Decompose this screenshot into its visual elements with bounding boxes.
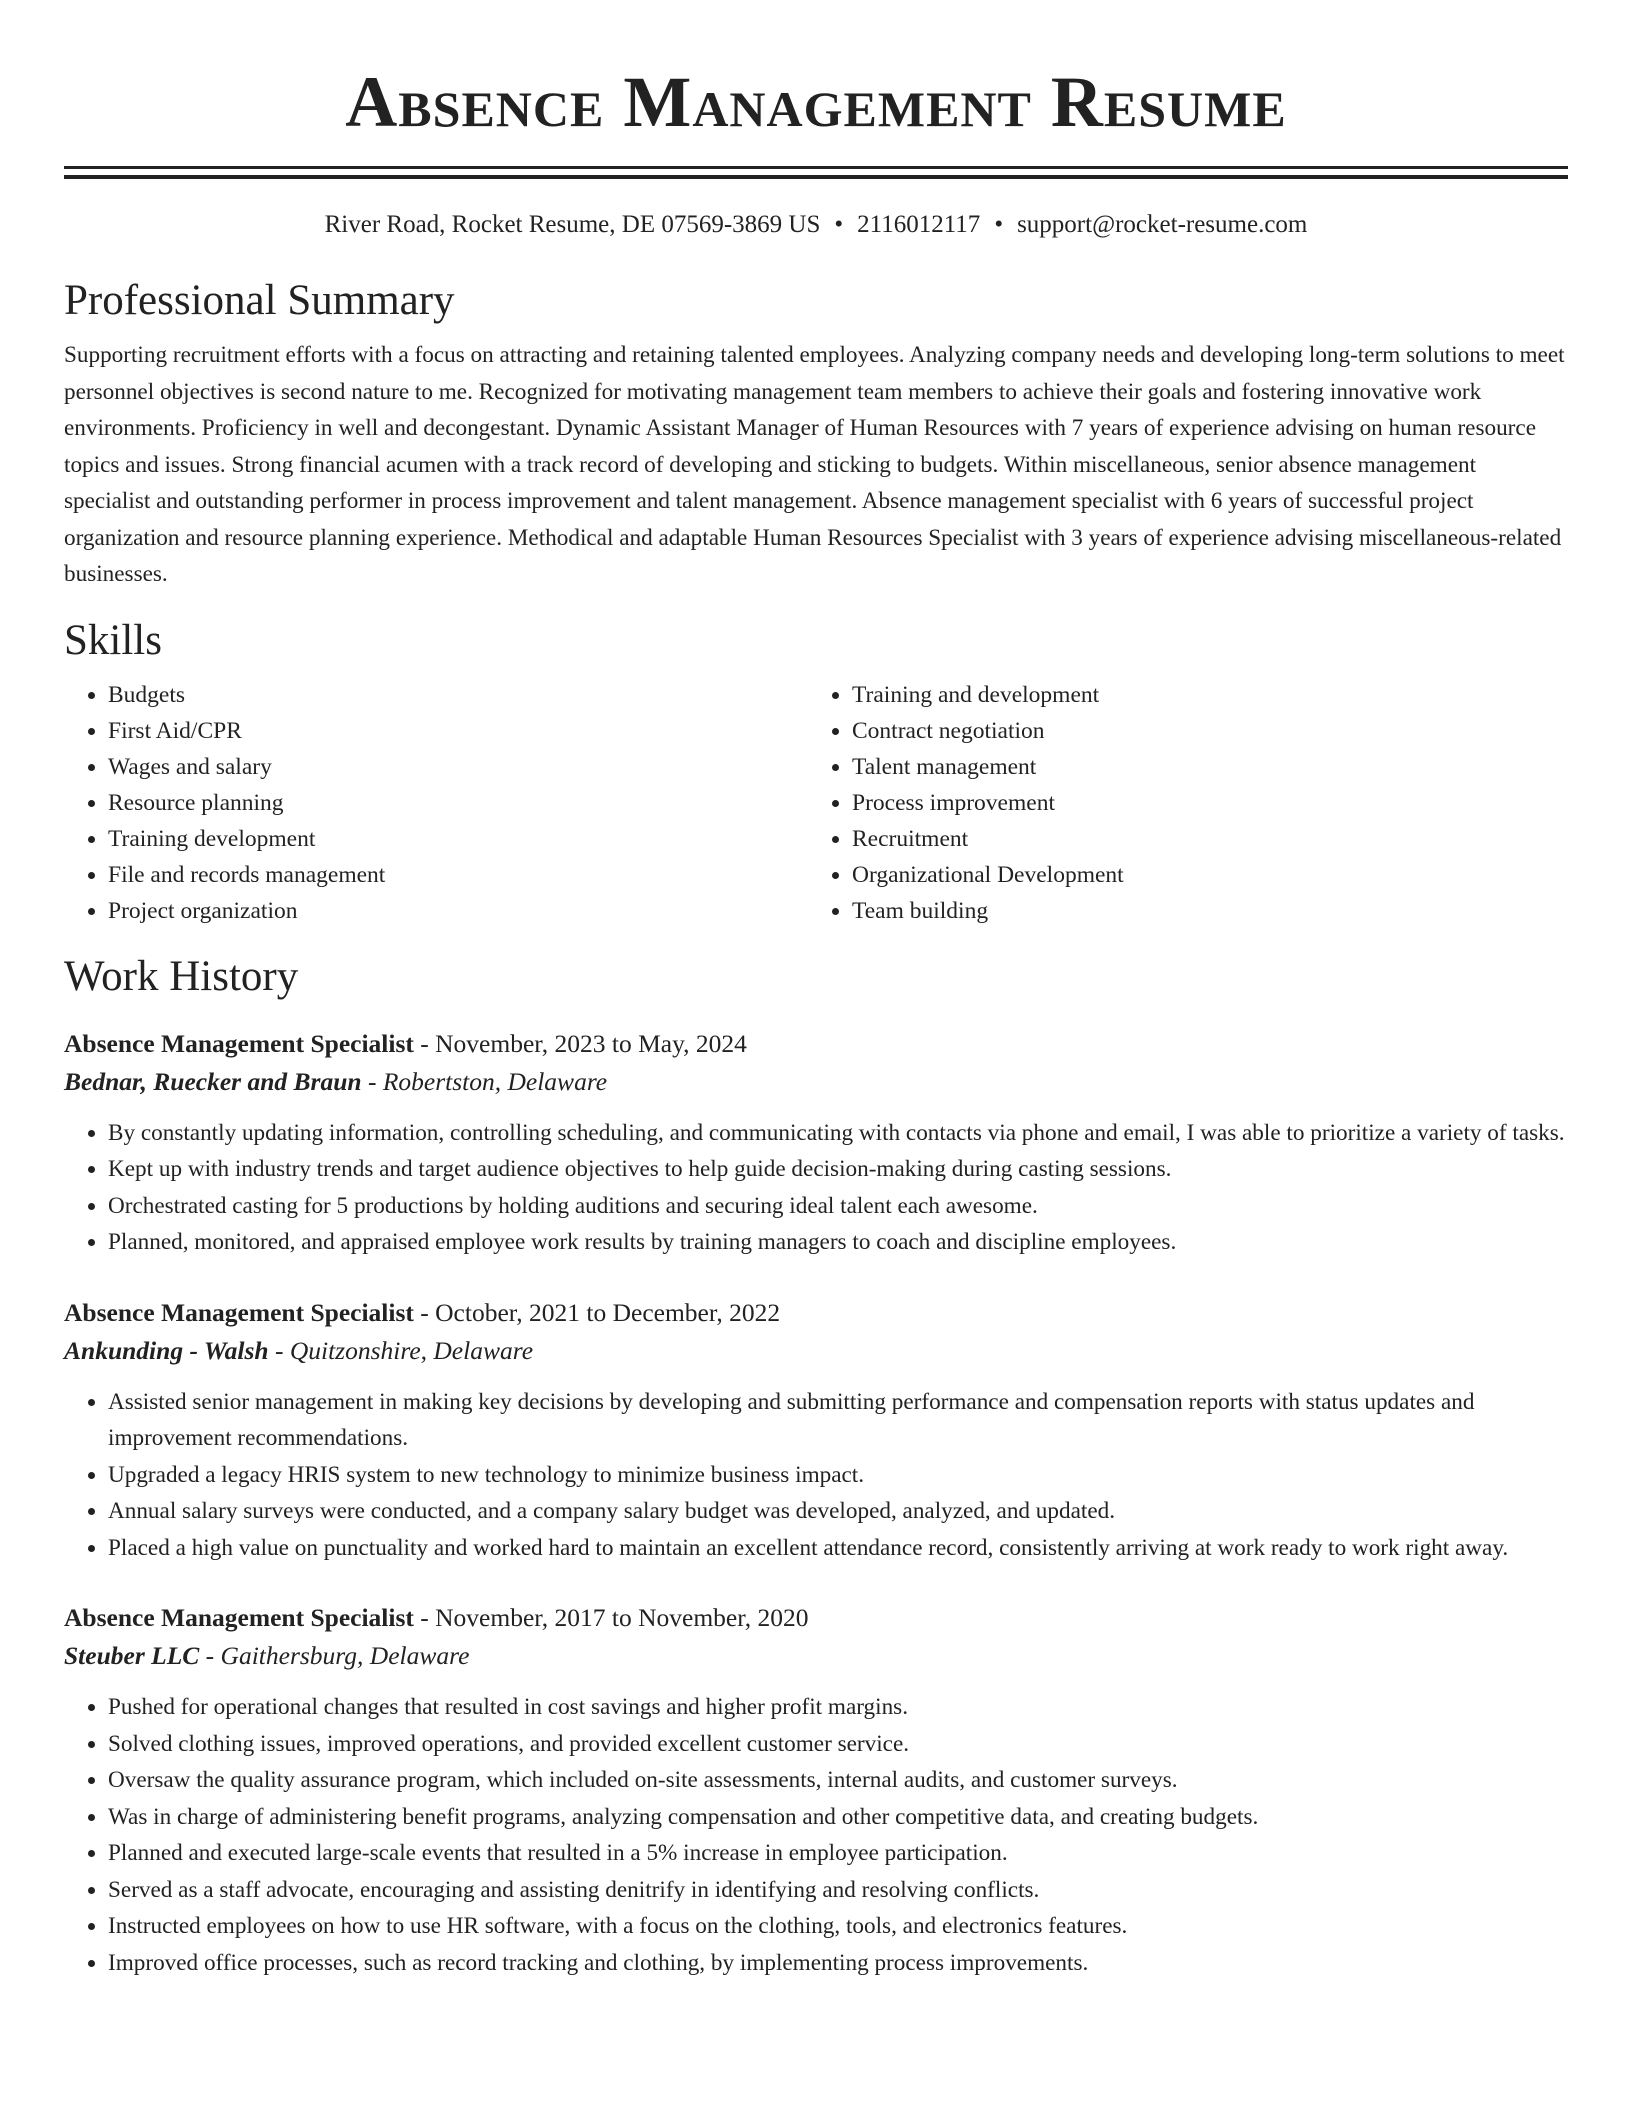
job-title-line [64,1599,1568,1637]
job-dash: - [413,1603,436,1632]
skills-list [64,677,1568,929]
job-bullet: • Oversaw the quality assurance program, which included on-site assessments, internal audits, and customer surveys. [108,1762,1568,1799]
skill-item: • Organizational Development [852,857,1552,893]
summary-heading: Professional Summary [64,277,455,324]
skill-item: • Contract negotiation [852,713,1552,749]
job-bullet: • Placed a high value on punctuality and worked hard to maintain an excellent attendance record, consistently arriving at work ready to work right away. [108,1530,1568,1567]
skill-item: • First Aid/CPR [108,713,808,749]
summary-text: Supporting recruitment efforts with a focus on attracting and retaining talented employees. Analyzing company needs and developing long-term solutions to meet personnel objectives is second nature to me. Recognized for motivating management team members to achieve their goals and fostering innovative work environments. Proficiency in well and decongestant. Dynamic Assistant Manager of Human Resources with 7 years of experience advising on human resource topics and issues. Strong financial acumen with a track record of developing and sticking to budgets. Within miscellaneous, senior absence management specialist and outstanding performer in process improvement and talent management. Absence management specialist with 6 years of successful project organization and resource planning experience. Methodical and adaptable Human Resources Specialist with 3 years of experience advising miscellaneous-related businesses. [64,342,1565,587]
job-location: Gaithersburg, Delaware [220,1641,470,1670]
job-entry [64,1599,1568,1981]
title-divider [64,166,1568,179]
job-dates: November, 2017 to November, 2020 [435,1603,809,1632]
job-location: Quitzonshire, Delaware [289,1335,534,1365]
skill-item: • Project organization [108,893,808,929]
contact-separator: • [994,211,1004,238]
job-bullets [64,1689,1568,1981]
job-company: Ankunding - Walsh [64,1335,269,1365]
job-bullet: • Improved office processes, such as record tracking and clothing, by implementing process improvements. [108,1945,1568,1982]
job-role: Absence Management Specialist [64,1028,414,1058]
job-bullets [64,1115,1568,1261]
skill-item: • Training and development [852,677,1552,713]
job-bullet: • Pushed for operational changes that resulted in cost savings and higher profit margins. [108,1689,1568,1726]
job-dash: - [361,1066,383,1096]
job-company: Steuber LLC [64,1641,200,1670]
skill-item: • Recruitment [852,821,1552,857]
contact-phone: 2116012117 [857,211,981,238]
job-dates: October, 2021 to December, 2022 [435,1297,781,1327]
job-company: Bednar, Ruecker and Braun [64,1066,362,1096]
job-title-line [64,1025,1568,1063]
job-title-line [64,1294,1568,1332]
job-role: Absence Management Specialist [64,1297,414,1327]
job-entry [64,1025,1568,1261]
job-dash: - [268,1335,290,1365]
job-role: Absence Management Specialist [64,1603,414,1632]
job-bullet: • Instructed employees on how to use HR software, with a focus on the clothing, tools, and electronics features. [108,1908,1568,1945]
skill-item: • Process improvement [852,785,1552,821]
job-dash: - [413,1297,436,1327]
job-dates: November, 2023 to May, 2024 [435,1028,747,1058]
skills-column-left [64,677,808,929]
job-bullet: • Upgraded a legacy HRIS system to new technology to minimize business impact. [108,1457,1568,1494]
job-company-line [64,1063,1568,1101]
skill-item: • Budgets [108,677,808,713]
skill-item: • Wages and salary [108,749,808,785]
contact-address: River Road, Rocket Resume, DE 07569-3869 US [324,211,821,238]
job-bullet: • Assisted senior management in making key decisions by developing and submitting performance and compensation reports with status updates and improvement recommendations. [108,1384,1568,1457]
job-bullet: • Kept up with industry trends and target audience objectives to help guide decision-making during casting sessions. [108,1151,1568,1188]
job-bullet: • Served as a staff advocate, encouraging and assisting denitrify in identifying and resolving conflicts. [108,1872,1568,1909]
job-bullet: • Planned, monitored, and appraised employee work results by training managers to coach and discipline employees. [108,1224,1568,1261]
resume-title: Absence Management Resume [345,62,1287,142]
skills-heading: Skills [64,616,162,664]
job-dash: - [199,1641,221,1670]
skill-item: • Talent management [852,749,1552,785]
job-entry [64,1294,1568,1567]
job-bullet: • Annual salary surveys were conducted, and a company salary budget was developed, analyzed, and updated. [108,1493,1568,1530]
job-bullet: • Planned and executed large-scale events that resulted in a 5% increase in employee participation. [108,1835,1568,1872]
job-bullet: • Orchestrated casting for 5 productions by holding auditions and securing ideal talent each awesome. [108,1188,1568,1225]
job-location: Robertston, Delaware [382,1066,608,1096]
contact-line [64,209,1568,241]
skill-item: • File and records management [108,857,808,893]
job-company-line [64,1332,1568,1370]
contact-email[interactable]: support@rocket-resume.com [1017,211,1308,238]
work-history-heading: Work History [64,952,299,1000]
job-bullet: • By constantly updating information, controlling scheduling, and communicating with contacts via phone and email, I was able to prioritize a variety of tasks. [108,1115,1568,1152]
job-bullet: • Solved clothing issues, improved operations, and provided excellent customer service. [108,1726,1568,1763]
job-bullets [64,1384,1568,1567]
job-company-line [64,1637,1568,1675]
skill-item: • Resource planning [108,785,808,821]
job-bullet: • Was in charge of administering benefit programs, analyzing compensation and other competitive data, and creating budgets. [108,1799,1568,1836]
work-history-list [64,1025,1568,1982]
skill-item: • Team building [852,893,1552,929]
contact-separator: • [834,211,844,238]
job-dash: - [413,1028,436,1058]
skills-column-right [808,677,1552,929]
skill-item: • Training development [108,821,808,857]
